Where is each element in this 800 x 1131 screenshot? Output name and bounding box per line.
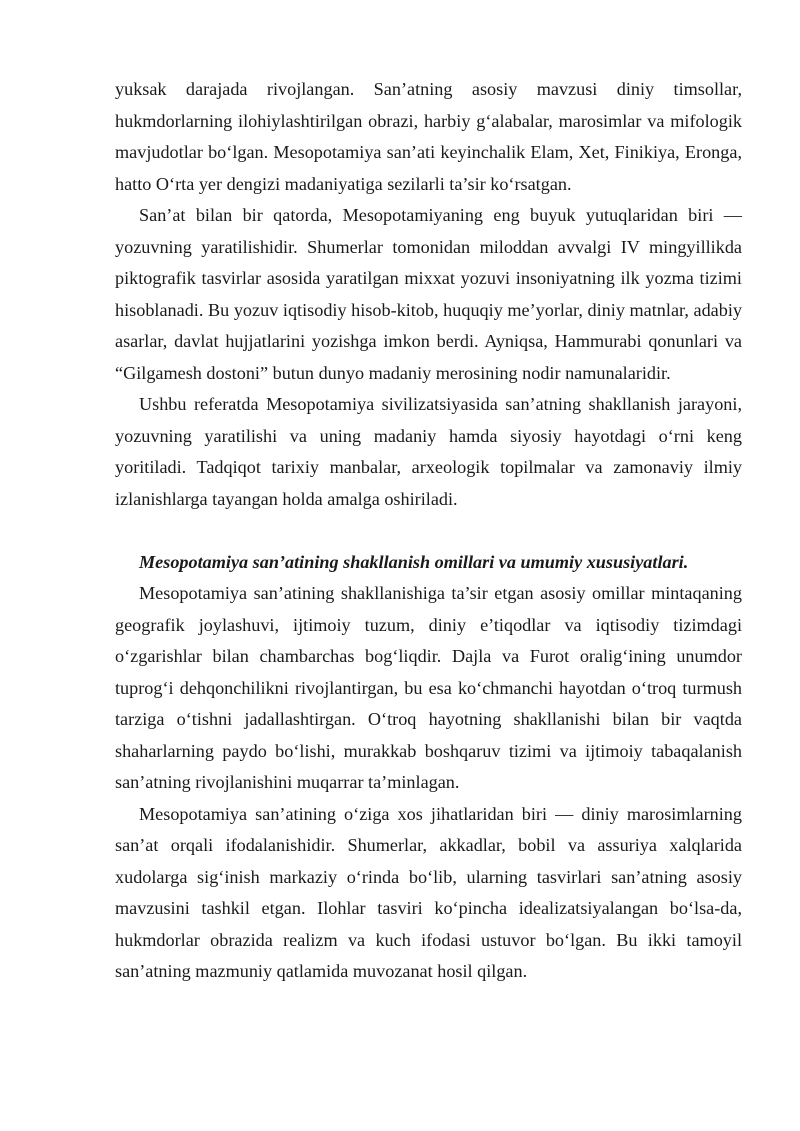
paragraph-factors: Mesopotamiya san’atining shakllanishiga ta’sir etgan asosiy omillar mintaqaning geografik joylashuvi, ijtimoiy tuzum, diniy e’tiqodlar va iqtisodiy tizimdagi o‘zgarishlar bilan chambarchas bog‘liqdir. Dajla va Furot oralig‘ining unumdor tuprog‘i dehqonchilikni rivojlantirgan, bu esa ko‘chmanchi hayotdan o‘troq turmush tarziga o‘tishni jadallashtirgan. O‘troq hayotning shakllanishi bilan bir vaqtda shaharlarning paydo bo‘lishi, murakkab boshqaruv tizimi va ijtimoiy tabaqalanish san’atning rivojlanishini muqarrar ta’minlagan. <box>115 583 742 792</box>
paragraph-abstract: Ushbu referatda Mesopotamiya sivilizatsiyasida san’atning shakllanish jarayoni, yozuvning yaratilishi va uning madaniy hamda siyosiy hayotdagi o‘rni keng yoritiladi. Tadqiqot tarixiy manbalar, arxeologik topilmalar va zamonaviy ilmiy izlanishlarga tayangan holda amalga oshiriladi. <box>115 394 742 509</box>
document-page <box>115 74 742 988</box>
paragraph-continuation: yuksak darajada rivojlangan. San’atning asosiy mavzusi diniy timsollar, hukmdorlarning ilohiylashtirilgan obrazi, harbiy g‘alabalar, marosimlar va mifologik mavjudotlar bo‘lgan. Mesopotamiya san’ati keyinchalik Elam, Xet, Finikiya, Eronga, hatto O‘rta yer dengizi madaniyatiga sezilarli ta’sir ko‘rsatgan. <box>115 79 742 194</box>
paragraph-writing: San’at bilan bir qatorda, Mesopotamiyaning eng buyuk yutuqlaridan biri — yozuvning yaratilishidir. Shumerlar tomonidan miloddan avvalgi IV mingyillikda piktografik tasvirlar asosida yaratilgan mixxat yozuvi insoniyatning ilk yozma tizimi hisoblanadi. Bu yozuv iqtisodiy hisob-kitob, huquqiy me’yorlar, diniy matnlar, adabiy asarlar, davlat hujjatlarini yozishga imkon berdi. Ayniqsa, Hammurabi qonunlari va “Gilgamesh dostoni” butun dunyo madaniy merosining nodir namunalaridir. <box>115 205 742 383</box>
paragraph-religion: Mesopotamiya san’atining o‘ziga xos jihatlaridan biri — diniy marosimlarning san’at orqali ifodalanishidir. Shumerlar, akkadlar, bobil va assuriya xalqlarida xudolarga sig‘inish markaziy o‘rinda bo‘lib, ularning tasvirlari san’atning asosiy mavzusini tashkil etgan. Ilohlar tasviri ko‘pincha idealizatsiyalangan bo‘lsa-da, hukmdorlar obrazida realizm va kuch ifodasi ustuvor bo‘lgan. Bu ikki tamoyil san’atning mazmuniy qatlamida muvozanat hosil qilgan. <box>115 803 742 981</box>
section-heading: Mesopotamiya san’atining shakllanish omillari va umumiy xususiyatlari. <box>139 551 689 572</box>
